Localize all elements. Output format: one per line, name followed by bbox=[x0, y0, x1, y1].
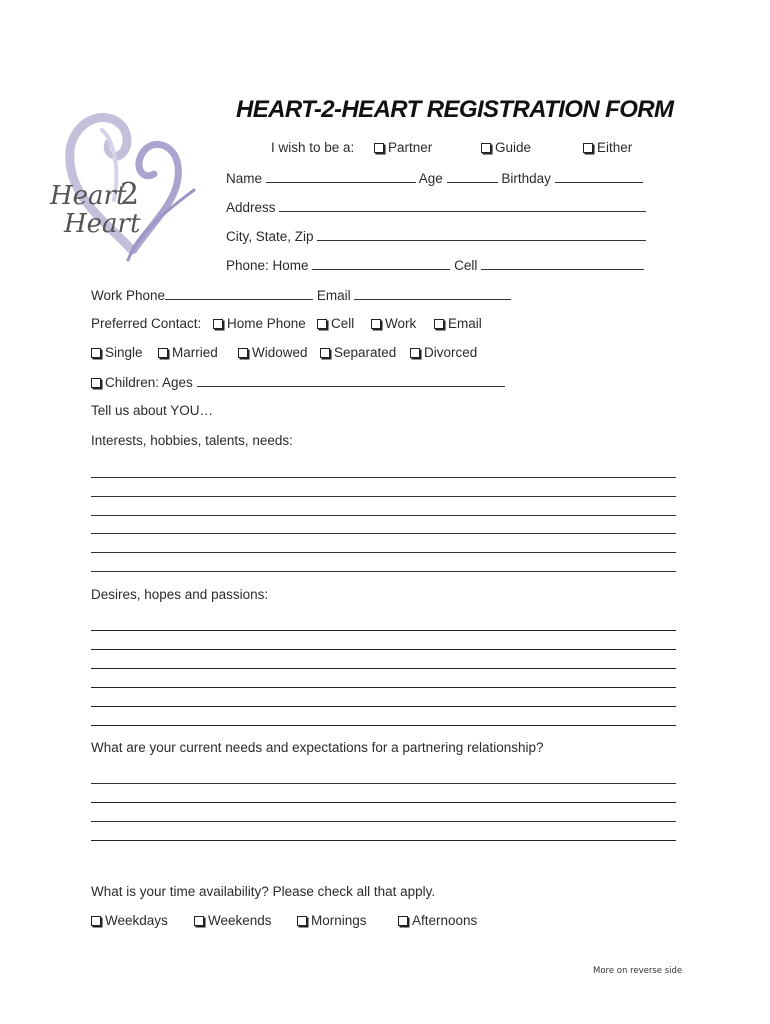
desires-line-4[interactable] bbox=[91, 687, 676, 688]
availability-label: What is your time availability? Please check all that apply. bbox=[91, 884, 436, 899]
logo-word-heart-1: Heart bbox=[50, 181, 127, 211]
name-field[interactable] bbox=[266, 170, 416, 183]
interests-line-1[interactable] bbox=[91, 477, 676, 478]
email-field[interactable] bbox=[354, 287, 511, 300]
checkbox-icon[interactable] bbox=[91, 348, 101, 358]
checkbox-icon[interactable] bbox=[194, 916, 204, 926]
preferred-home-phone-option[interactable]: Home Phone bbox=[213, 316, 306, 332]
reverse-side-note: More on reverse side bbox=[593, 966, 683, 976]
checkbox-icon[interactable] bbox=[320, 348, 330, 358]
cell-label: Cell bbox=[454, 258, 478, 273]
expectations-line-1[interactable] bbox=[91, 783, 676, 784]
work-phone-field[interactable] bbox=[165, 287, 313, 300]
role-partner-option[interactable]: Partner bbox=[374, 140, 432, 156]
interests-label: Interests, hobbies, talents, needs: bbox=[91, 433, 293, 448]
checkbox-icon[interactable] bbox=[158, 348, 168, 358]
preferred-cell-option[interactable]: Cell bbox=[317, 316, 354, 332]
address-field[interactable] bbox=[279, 199, 646, 212]
birthday-field[interactable] bbox=[555, 170, 643, 183]
availability-mornings-option[interactable]: Mornings bbox=[297, 913, 367, 929]
checkbox-icon[interactable] bbox=[297, 916, 307, 926]
checkbox-icon[interactable] bbox=[238, 348, 248, 358]
interests-line-6[interactable] bbox=[91, 571, 676, 572]
phone-home-label: Phone: Home bbox=[226, 258, 309, 273]
checkbox-icon[interactable] bbox=[317, 319, 327, 329]
checkbox-icon[interactable] bbox=[91, 916, 101, 926]
phone-home-field[interactable] bbox=[312, 257, 450, 270]
children-ages-label: Children: Ages bbox=[105, 375, 193, 390]
checkbox-icon[interactable] bbox=[374, 143, 384, 153]
children-ages-field[interactable] bbox=[197, 374, 505, 387]
desires-label: Desires, hopes and passions: bbox=[91, 587, 269, 602]
cell-field[interactable] bbox=[481, 257, 644, 270]
address-row bbox=[226, 199, 646, 216]
logo-word-heart-2: Heart bbox=[64, 209, 141, 239]
role-guide-option[interactable]: Guide bbox=[481, 140, 531, 156]
work-email-row bbox=[91, 287, 511, 304]
expectations-line-2[interactable] bbox=[91, 802, 676, 803]
checkbox-icon[interactable] bbox=[583, 143, 593, 153]
checkbox-icon[interactable] bbox=[481, 143, 491, 153]
availability-afternoons-option[interactable]: Afternoons bbox=[398, 913, 477, 929]
preferred-email-option[interactable]: Email bbox=[434, 316, 482, 332]
children-row bbox=[91, 374, 505, 391]
heart-2-heart-logo bbox=[44, 100, 214, 270]
marital-widowed-option[interactable]: Widowed bbox=[238, 345, 308, 361]
desires-line-5[interactable] bbox=[91, 706, 676, 707]
checkbox-icon[interactable] bbox=[213, 319, 223, 329]
name-age-birthday-row bbox=[226, 170, 643, 187]
marital-married-option[interactable]: Married bbox=[158, 345, 218, 361]
address-label: Address bbox=[226, 200, 276, 215]
desires-line-6[interactable] bbox=[91, 725, 676, 726]
phone-row bbox=[226, 257, 644, 274]
desires-line-2[interactable] bbox=[91, 649, 676, 650]
preferred-contact-label: Preferred Contact: bbox=[91, 316, 202, 331]
marital-separated-option[interactable]: Separated bbox=[320, 345, 396, 361]
checkbox-icon[interactable] bbox=[434, 319, 444, 329]
email-label: Email bbox=[316, 288, 351, 303]
desires-line-3[interactable] bbox=[91, 668, 676, 669]
logo-number-2: 2 bbox=[120, 177, 140, 212]
checkbox-icon[interactable] bbox=[371, 319, 381, 329]
interests-line-3[interactable] bbox=[91, 515, 676, 516]
age-label: Age bbox=[418, 171, 443, 186]
availability-weekdays-option[interactable]: Weekdays bbox=[91, 913, 168, 929]
checkbox-icon[interactable] bbox=[410, 348, 420, 358]
preferred-work-option[interactable]: Work bbox=[371, 316, 416, 332]
role-either-option[interactable]: Either bbox=[583, 140, 632, 156]
checkbox-icon[interactable] bbox=[398, 916, 408, 926]
expectations-label: What are your current needs and expectations for a partnering relationship? bbox=[91, 740, 544, 755]
city-state-zip-label: City, State, Zip bbox=[226, 229, 314, 244]
expectations-line-4[interactable] bbox=[91, 840, 676, 841]
marital-single-option[interactable]: Single bbox=[91, 345, 143, 361]
expectations-line-3[interactable] bbox=[91, 821, 676, 822]
city-state-zip-field[interactable] bbox=[317, 228, 646, 241]
marital-divorced-option[interactable]: Divorced bbox=[410, 345, 477, 361]
tell-us-heading: Tell us about YOU… bbox=[91, 403, 214, 418]
availability-weekends-option[interactable]: Weekends bbox=[194, 913, 272, 929]
city-row bbox=[226, 228, 646, 245]
birthday-label: Birthday bbox=[501, 171, 551, 186]
work-phone-label: Work Phone bbox=[91, 288, 166, 303]
age-field[interactable] bbox=[447, 170, 498, 183]
interests-line-5[interactable] bbox=[91, 552, 676, 553]
checkbox-icon[interactable] bbox=[91, 378, 101, 388]
name-label: Name bbox=[226, 171, 263, 186]
role-label: I wish to be a: bbox=[271, 140, 355, 155]
page-title: HEART-2-HEART REGISTRATION FORM bbox=[236, 96, 674, 123]
desires-line-1[interactable] bbox=[91, 630, 676, 631]
interests-line-2[interactable] bbox=[91, 496, 676, 497]
interests-line-4[interactable] bbox=[91, 533, 676, 534]
